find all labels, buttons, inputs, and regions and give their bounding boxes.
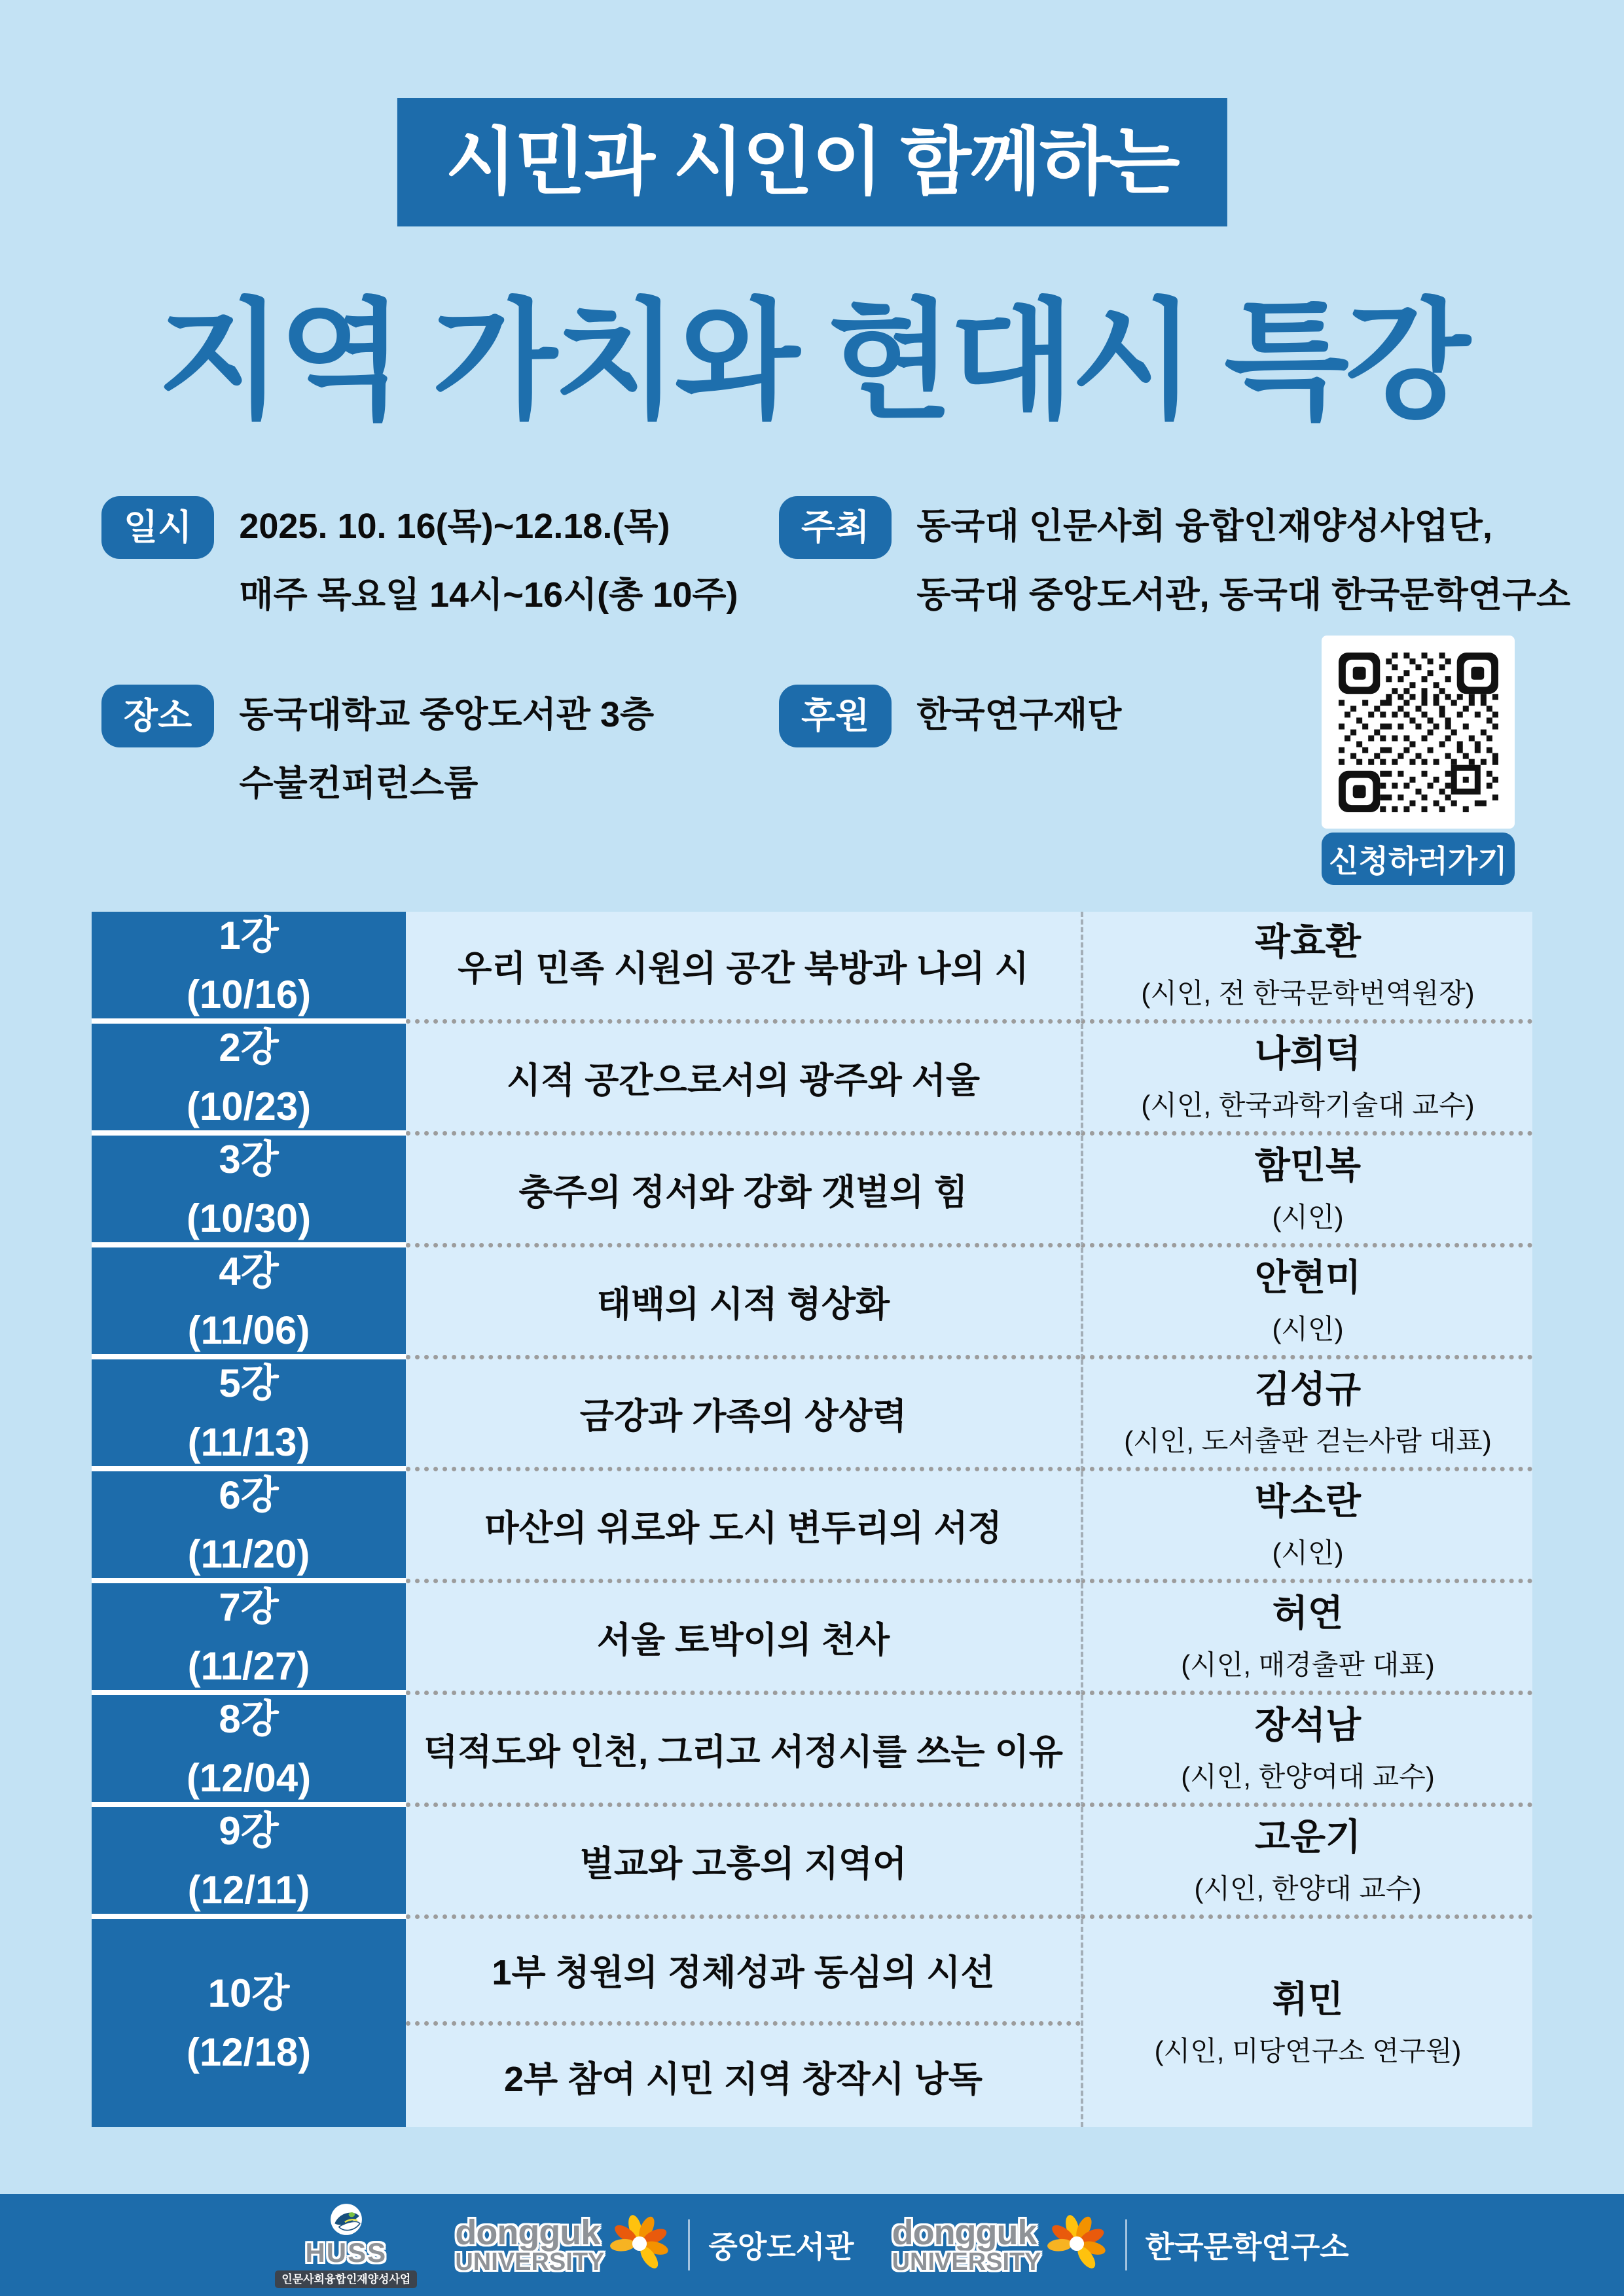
speaker-affiliation: (시인): [1272, 1537, 1344, 1568]
speaker-affiliation: (시인, 한양대 교수): [1194, 1873, 1422, 1904]
session-date: (12/04): [186, 1755, 312, 1800]
poster-title: 지역 가치와 현대시 특강: [157, 289, 1467, 433]
speaker-cell: [1081, 1471, 1532, 1583]
date-line2: 매주 목요일 14시~16시(총 10주): [239, 575, 738, 615]
session-cell: [92, 1695, 406, 1807]
topic-text: 벌교와 고흥의 지역어: [579, 1844, 907, 1884]
speaker-name: 나희덕: [1254, 1033, 1362, 1074]
date-badge: 일시: [101, 496, 214, 559]
session-date: (12/11): [187, 1867, 310, 1912]
session-number: 10강: [208, 1971, 290, 2015]
topic-cell: [406, 1024, 1081, 1136]
host-line2: 동국대 중앙도서관, 동국대 한국문학연구소: [916, 575, 1571, 615]
info-date: [101, 492, 738, 630]
session-date: (11/06): [187, 1308, 310, 1352]
table-row: [92, 1024, 1532, 1136]
place-lines: [239, 681, 654, 819]
table-row: [92, 1247, 1532, 1359]
session-cell: [92, 912, 406, 1024]
topic-text: 우리 민족 시원의 공간 북방과 나의 시: [458, 948, 1029, 988]
topic-cell: [406, 912, 1081, 1024]
speaker-name: 안현미: [1254, 1257, 1362, 1298]
host-line1: 동국대 인문사회 융합인재양성사업단,: [916, 507, 1492, 546]
speaker-cell: [1081, 1359, 1532, 1471]
session-cell: [92, 1471, 406, 1583]
speaker-cell: [1081, 1136, 1532, 1247]
topic-text: 1부 청원의 정체성과 동심의 시선: [492, 1953, 995, 1993]
info-place: [101, 681, 654, 819]
table-row: [92, 1583, 1532, 1695]
session-date: (10/30): [186, 1196, 312, 1240]
topic-text: 시적 공간으로서의 광주와 서울: [506, 1060, 981, 1100]
date-line1: 2025. 10. 16(목)~12.18.(목): [239, 507, 670, 546]
topic-text: 덕적도와 인천, 그리고 서정시를 쓰는 이유: [424, 1732, 1063, 1772]
sponsor-lines: [916, 681, 1121, 749]
topic-cell: [406, 1583, 1081, 1695]
schedule-table: [92, 912, 1532, 2127]
topic-cell: [406, 1136, 1081, 1247]
speaker-cell: [1081, 1695, 1532, 1807]
table-row: [92, 912, 1532, 1024]
session-number: 8강: [219, 1696, 279, 1741]
session-number: 9강: [219, 1808, 279, 1853]
session-cell: [92, 1583, 406, 1695]
place-line2: 수불컨퍼런스룸: [239, 764, 478, 804]
speaker-cell: [1081, 1807, 1532, 1919]
session-number: 5강: [219, 1361, 279, 1405]
speaker-affiliation: (시인): [1272, 1202, 1344, 1232]
session-date: (11/27): [187, 1643, 310, 1688]
library-logo-group: [455, 2214, 854, 2277]
session-cell: [92, 1919, 406, 2127]
info-host: [779, 492, 1570, 630]
dongguk-flame-icon: [1047, 2214, 1107, 2277]
topic-text: 2부 참여 시민 지역 창작시 낭독: [503, 2059, 983, 2099]
institute-label: 한국문학연구소: [1145, 2230, 1349, 2264]
session-number: 4강: [219, 1249, 279, 1293]
qr-code[interactable]: [1322, 636, 1515, 829]
session-number: 7강: [219, 1585, 279, 1629]
sponsor-badge: 후원: [779, 685, 892, 747]
date-lines: [239, 492, 738, 630]
session-number: 6강: [219, 1473, 279, 1517]
topic-cell: [406, 1807, 1081, 1919]
host-lines: [916, 492, 1570, 630]
speaker-affiliation: (시인, 한국과학기술대 교수): [1141, 1090, 1475, 1121]
topic-cell: [406, 1247, 1081, 1359]
university-wordmark: UNIVERSITY: [455, 2248, 605, 2276]
session-cell: [92, 1136, 406, 1247]
huss-icon: [329, 2202, 363, 2239]
session-date: (10/16): [186, 972, 312, 1016]
session-date: (11/13): [187, 1420, 310, 1464]
topic-cell: [406, 1695, 1081, 1807]
place-badge: 장소: [101, 685, 214, 747]
topic-part-1: [406, 1919, 1081, 2026]
topic-text: 마산의 위로와 도시 변두리의 서정: [484, 1508, 1002, 1548]
dongguk-logo: [892, 2214, 1107, 2277]
speaker-cell: [1081, 1919, 1532, 2127]
speaker-name: 고운기: [1254, 1816, 1362, 1857]
session-cell: [92, 1247, 406, 1359]
qr-code-image: [1333, 647, 1504, 818]
session-cell: [92, 1359, 406, 1471]
topic-text: 충주의 정서와 강화 갯벌의 힘: [518, 1172, 968, 1212]
dongguk-flame-icon: [609, 2214, 670, 2277]
topic-cell: [406, 1359, 1081, 1471]
session-date: (10/23): [186, 1084, 312, 1128]
speaker-cell: [1081, 1024, 1532, 1136]
speaker-name: 장석남: [1254, 1704, 1362, 1746]
speaker-affiliation: (시인, 매경출판 대표): [1181, 1649, 1435, 1680]
speaker-name: 허연: [1272, 1592, 1344, 1634]
speaker-name: 김성규: [1254, 1369, 1362, 1410]
apply-button[interactable]: 신청하러가기: [1322, 833, 1515, 885]
speaker-affiliation: (시인, 전 한국문학번역원장): [1141, 978, 1475, 1009]
dongguk-wordmark: dongguk: [892, 2213, 1037, 2253]
dongguk-logo-text: [892, 2213, 1041, 2276]
session-number: 1강: [219, 913, 279, 958]
sponsor-line1: 한국연구재단: [916, 695, 1122, 734]
speaker-cell: [1081, 1247, 1532, 1359]
session-cell: [92, 1807, 406, 1919]
dongguk-wordmark: dongguk: [455, 2213, 600, 2253]
topic-cell: [406, 1919, 1081, 2127]
speaker-name: 함민복: [1254, 1145, 1362, 1186]
header-banner-text: 시민과 시인이 함께하는: [445, 121, 1179, 203]
speaker-affiliation: (시인): [1272, 1314, 1344, 1344]
table-row: [92, 1136, 1532, 1247]
table-row: [92, 1471, 1532, 1583]
topic-text: 금강과 가족의 상상력: [579, 1396, 907, 1436]
speaker-name: 휘민: [1272, 1979, 1344, 2020]
header-banner: [397, 98, 1227, 226]
footer-divider: [688, 2219, 690, 2270]
topic-text: 태백의 시적 형상화: [596, 1284, 890, 1324]
session-number: 2강: [219, 1025, 279, 1069]
table-row: [92, 1807, 1532, 1919]
session-cell: [92, 1024, 406, 1136]
speaker-cell: [1081, 912, 1532, 1024]
topic-part-2: [406, 2026, 1081, 2128]
table-row: [92, 1359, 1532, 1471]
topic-text: 서울 토박이의 천사: [596, 1620, 890, 1660]
session-number: 3강: [219, 1137, 279, 1181]
place-line1: 동국대학교 중앙도서관 3층: [239, 695, 655, 734]
table-row: [92, 1919, 1532, 2127]
speaker-name: 박소란: [1254, 1480, 1362, 1522]
host-badge: 주최: [779, 496, 892, 559]
speaker-affiliation: (시인, 한양여대 교수): [1181, 1761, 1435, 1792]
speaker-cell: [1081, 1583, 1532, 1695]
library-label: 중앙도서관: [708, 2230, 854, 2264]
university-wordmark: UNIVERSITY: [892, 2248, 1041, 2276]
dongguk-logo: [455, 2214, 670, 2277]
speaker-affiliation: (시인, 도서출판 걷는사람 대표): [1124, 1426, 1492, 1456]
dongguk-logo-text: [455, 2213, 605, 2276]
table-row: [92, 1695, 1532, 1807]
topic-cell: [406, 1471, 1081, 1583]
institute-logo-group: [892, 2214, 1349, 2277]
session-date: (12/18): [186, 2030, 312, 2074]
huss-logo: [275, 2202, 417, 2288]
session-date: (11/20): [187, 1532, 310, 1576]
speaker-affiliation: (시인, 미당연구소 연구원): [1154, 2036, 1462, 2066]
huss-logo-text: HUSS: [305, 2236, 388, 2268]
footer-divider: [1125, 2219, 1127, 2270]
info-sponsor: [779, 681, 1121, 749]
huss-subtitle: 인문사회융합인재양성사업: [275, 2270, 417, 2288]
footer-bar: [0, 2194, 1624, 2296]
speaker-name: 곽효환: [1254, 921, 1362, 962]
